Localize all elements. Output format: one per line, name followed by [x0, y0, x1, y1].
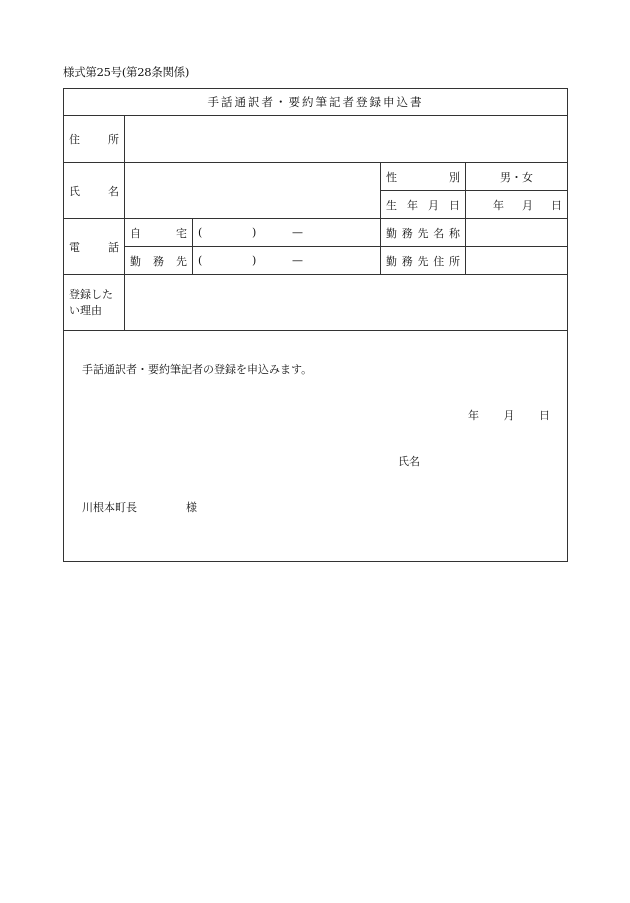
statement-row	[64, 331, 568, 562]
phone-row-home	[64, 219, 568, 247]
work-phone-field[interactable]: ( ) —	[193, 247, 381, 275]
gender-label: 性 別	[381, 163, 466, 191]
honorific: 様	[186, 501, 197, 514]
workplace-name-label: 勤 務 先 名 称	[381, 219, 466, 247]
title-row	[64, 89, 568, 116]
addressee-name: 川根本町長	[82, 501, 137, 514]
statement-area	[64, 331, 568, 562]
workplace-address-label: 勤 務 先 住 所	[381, 247, 466, 275]
applicant-name-label: 氏名	[398, 455, 420, 468]
reason-field[interactable]	[125, 275, 568, 331]
workplace-address-field[interactable]	[466, 247, 568, 275]
form-number: 様式第25号(第28条関係)	[63, 65, 190, 79]
name-row-1	[64, 163, 568, 191]
application-date[interactable]: 年 月 日	[468, 409, 550, 422]
birthdate-field[interactable]: 年 月 日	[466, 191, 568, 219]
phone-row-work	[64, 247, 568, 275]
reason-label: 登録した い理由	[64, 275, 125, 331]
addressee	[82, 499, 197, 515]
name-label: 氏 名	[64, 163, 125, 219]
address-row	[64, 116, 568, 163]
address-field[interactable]	[125, 116, 568, 163]
phone-label: 電 話	[64, 219, 125, 275]
application-form	[63, 88, 568, 562]
address-label: 住 所	[64, 116, 125, 163]
reason-row	[64, 275, 568, 331]
workplace-name-field[interactable]	[466, 219, 568, 247]
work-phone-label: 勤 務 先	[125, 247, 193, 275]
statement-text: 手話通訳者・要約筆記者の登録を申込みます。	[82, 363, 313, 376]
home-phone-field[interactable]: ( ) —	[193, 219, 381, 247]
gender-field[interactable]: 男・女	[466, 163, 568, 191]
name-field[interactable]	[125, 163, 381, 219]
form-title: 手話通訳者・要約筆記者登録申込書	[64, 89, 568, 116]
birthdate-label: 生 年 月 日	[381, 191, 466, 219]
home-phone-label: 自 宅	[125, 219, 193, 247]
